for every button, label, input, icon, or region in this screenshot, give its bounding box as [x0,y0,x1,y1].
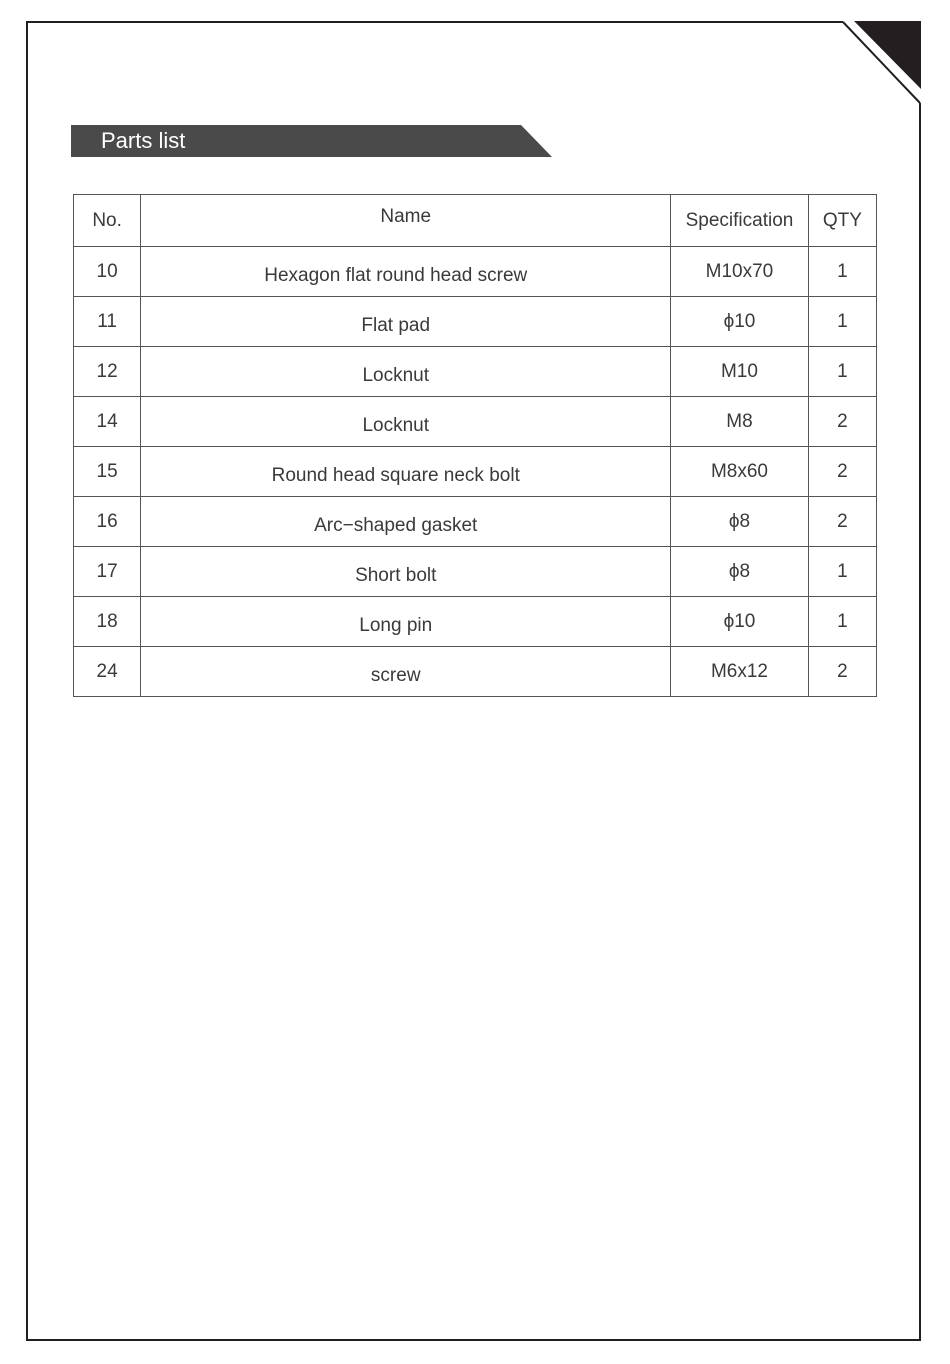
table-row [74,597,877,647]
header-qty: QTY [808,195,876,247]
cell-qty: 2 [808,447,876,497]
parts-table [73,194,877,697]
cell-name-text: Flat pad [361,314,431,336]
cell-name-text: Short bolt [355,564,437,586]
cell-no: 14 [74,397,141,447]
cell-name-text: Hexagon flat round head screw [264,264,528,286]
section-title: Parts list [101,128,186,153]
cell-name-text: Locknut [362,364,429,386]
cell-name-text: Locknut [362,414,429,436]
cell-name-text: screw [370,664,421,686]
cell-spec: ϕ10 [671,597,809,647]
cell-name [141,597,671,647]
cell-name [141,647,671,697]
table-header-row [74,195,877,247]
cell-qty: 1 [808,297,876,347]
cell-name-text: Arc−shaped gasket [314,514,478,536]
cell-name [141,497,671,547]
header-specification: Specification [671,195,809,247]
cell-name-text: Round head square neck bolt [271,464,520,486]
cell-qty: 1 [808,597,876,647]
table-row [74,547,877,597]
table-row [74,347,877,397]
section-banner [71,125,552,157]
cell-name [141,247,671,297]
table-row [74,647,877,697]
cell-qty: 1 [808,347,876,397]
cell-qty: 1 [808,247,876,297]
cell-name [141,397,671,447]
cell-spec: ϕ8 [671,497,809,547]
cell-no: 17 [74,547,141,597]
cell-name-text: Long pin [359,614,433,636]
table-row [74,447,877,497]
cell-no: 12 [74,347,141,397]
cell-spec: ϕ10 [671,297,809,347]
cell-no: 15 [74,447,141,497]
cell-spec: ϕ8 [671,547,809,597]
table-row [74,397,877,447]
cell-name [141,297,671,347]
cell-name [141,447,671,497]
cell-spec: M8 [671,397,809,447]
cell-spec: M10 [671,347,809,397]
cell-qty: 2 [808,397,876,447]
cell-qty: 1 [808,547,876,597]
header-name-label: Name [380,205,432,227]
cell-no: 16 [74,497,141,547]
table-row [74,497,877,547]
cell-spec: M8x60 [671,447,809,497]
cell-no: 11 [74,297,141,347]
cell-no: 18 [74,597,141,647]
cell-spec: M6x12 [671,647,809,697]
header-no: No. [74,195,141,247]
cell-qty: 2 [808,647,876,697]
corner-fold-decoration [854,21,921,89]
cell-spec: M10x70 [671,247,809,297]
cell-name [141,347,671,397]
cell-name [141,547,671,597]
cell-no: 24 [74,647,141,697]
header-name [141,195,671,247]
cell-qty: 2 [808,497,876,547]
table-row [74,247,877,297]
cell-no: 10 [74,247,141,297]
table-row [74,297,877,347]
